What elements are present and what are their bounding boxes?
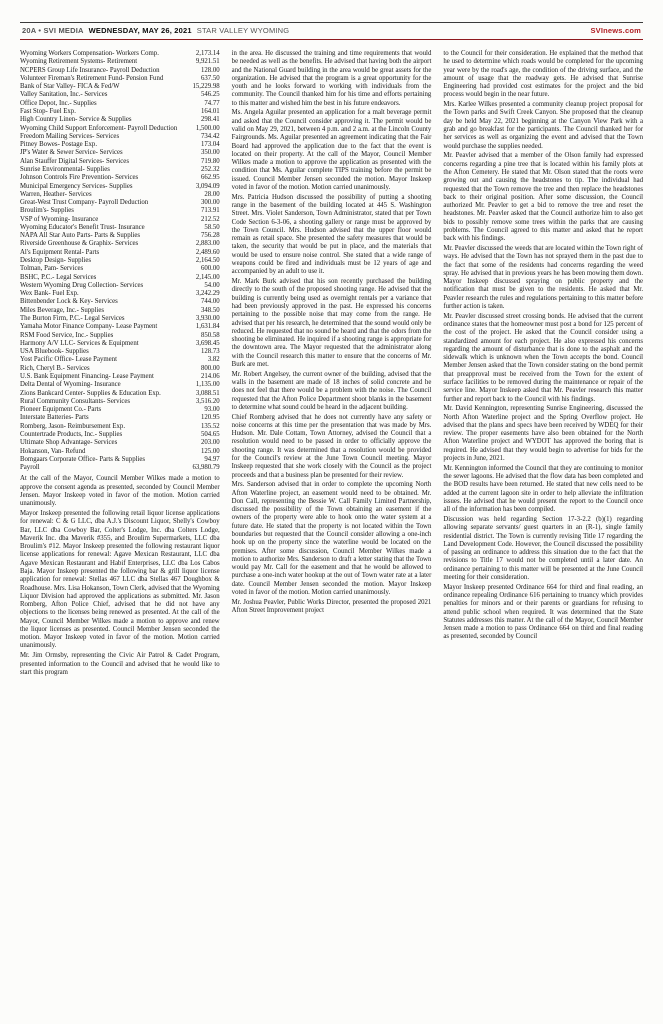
payee-name: Rural Community Consultants- Services [20, 397, 131, 405]
payee-name: The Burton Firm, P.C.- Legal Services [20, 315, 125, 322]
payment-amount: 300.00 [200, 199, 220, 207]
payee-name: Municipal Emergency Services- Supplies [20, 182, 133, 190]
column-2-paragraphs [232, 50, 432, 615]
minutes-paragraph: Mrs. Karlee Wilkes presented a community cleanup project proposal for the Town parks and Swift Creek Canyon. She proposed that the cleanup day be held May 22, 2021 beginning at the Canyon View Park with a grab and go breakfast for the participants. The Council thanked her for her services as well as organizing the event and advised that the Town would purchase the supplies needed. [443, 101, 644, 150]
payee-name: Wyoming Workers Compensation- Workers Comp. [20, 50, 159, 57]
minutes-paragraph: At the call of the Mayor, Council Member Wilkes made a motion to approve the consent agenda as presented, seconded by Council Member Jensen. Mayor Inskeep voted in favor of the motion. Motion carried unanimously. [20, 475, 220, 508]
minutes-paragraph: Mr. Peavler discussed the weeds that are located within the Town right of ways. He advised that the Town has not sprayed them in the past due to the fact that some of the residents had concerns regarding the weed spray. He advised that in previous years he has been mowing them down. Mayor Inskeep discussed spraying on public property and the notification that must be given to the residents. He asked that Mr. Peavler research the rules and regulations pertaining to this matter before further action is taken. [443, 244, 644, 310]
payment-amount: 173.04 [200, 141, 220, 149]
payment-amount: 1,500.00 [195, 124, 220, 132]
payment-amount: 135.52 [200, 422, 220, 430]
payment-amount: 850.58 [200, 331, 220, 339]
payment-row [20, 356, 220, 364]
payment-row [20, 224, 220, 232]
payee-name: Riverside Greenhouse & Graphix- Services [20, 240, 139, 248]
payment-amount: 3,088.51 [195, 389, 220, 397]
payee-name: Volunteer Fireman's Retirement Fund- Pension Fund [20, 74, 164, 82]
payment-amount: 1,631.84 [195, 323, 220, 331]
payment-row [20, 249, 220, 257]
payee-name: Desktop Design- Supplies [20, 257, 91, 265]
payment-row [20, 406, 220, 414]
payment-amount: 2,164.50 [195, 257, 220, 265]
payment-row [20, 83, 220, 91]
payee-name: Ultimate Shop Advantage- Services [20, 439, 118, 447]
column-3 [443, 50, 643, 679]
payee-name: Yamaha Motor Finance Company- Lease Payment [20, 323, 158, 331]
payment-amount: 164.01 [200, 107, 220, 115]
page-number-brand: 20A • SVI MEDIA [22, 26, 84, 35]
payee-name: U.S. Bank Equipment Financing- Lease Payment [20, 372, 154, 380]
payment-amount: 125.00 [200, 447, 220, 455]
payee-name: Bank of Star Valley- FICA & Fed/W [20, 83, 120, 91]
payment-row [20, 91, 220, 99]
payment-amount: 15,229.98 [192, 83, 220, 91]
payment-row [20, 141, 220, 149]
payee-name: Wyoming Retirement Systems- Retirement [20, 58, 138, 66]
payee-name: Delta Dental of Wyoming- Insurance [20, 381, 121, 389]
article-columns [20, 50, 643, 679]
payee-name: Broulim's- Supplies [20, 207, 74, 215]
payment-row [20, 199, 220, 207]
payee-name: Yost Pacific Office- Lease Payment [20, 356, 117, 364]
publication-location: STAR VALLEY WYOMING [196, 26, 290, 35]
minutes-paragraph: Mr. Joshua Peavler, Public Works Director, presented the proposed 2021 Afton Street Improvement project [231, 598, 432, 615]
payee-name: Bittenbender Lock & Key- Services [20, 298, 118, 306]
payment-amount: 600.00 [200, 265, 220, 273]
payee-name: Al's Equipment Rental- Parts [20, 248, 100, 256]
payment-amount: 350.00 [200, 149, 220, 157]
payment-row [20, 464, 220, 472]
payee-name: Miles Beverage, Inc.- Supplies [20, 306, 104, 314]
payment-row [20, 298, 220, 306]
payment-row [20, 174, 220, 182]
payment-row [20, 116, 220, 124]
payment-amount: 298.41 [200, 116, 220, 124]
minutes-paragraph: Mrs. Patricia Hudson discussed the possibility of putting a shooting range in the basement of the building located at 445 S. Washington Street. Mrs. Violet Sanderson, Town Administrator, stated that per Town Code Section 6-3-06, a shooting gallery or range must be approved by the Town Council. Mrs. Hudson advised that the upper floor would remain as retail space. She presented the safety measures that would be taken, the security that would be put in place, and the materials that would be used to ensure noise control. She stated that a wide range of weapons could be fired and individuals must be 12 years of age and accompanied by an adult to use it. [231, 193, 432, 276]
payee-name: Sunrise Environmental- Supplies [20, 165, 110, 173]
payment-amount: 3,242.29 [195, 290, 220, 298]
minutes-paragraph: in the area. He discussed the training and time requirements that would be needed as well as the benefits. He advised that having both the airport and the National Guard building in the area would be great assets for the organization. He advised that the program is a great opportunity for the youth and he looks forward to working with individuals from the community. The Council thanked him for his time and efforts pertaining to this matter and wished him the best in his future endeavors. [231, 50, 432, 107]
issue-date: WEDNESDAY, MAY 26, 2021 [88, 26, 192, 35]
payment-row [20, 75, 220, 83]
payment-amount: 120.95 [200, 414, 220, 422]
payment-amount: 3,698.45 [195, 339, 220, 347]
minutes-paragraph: Mr. Kennington informed the Council that they are continuing to monitor the sewer lagoons. He advised that the flow data has been completed and the BOD results have been returned. He stated that new cells need to be added at the current lagoon site in order to help alleviate the infiltration issues. He advised that he would present the report to the Council once all of the information has been compiled. [443, 464, 644, 514]
payment-amount: 734.42 [200, 132, 220, 140]
payment-row [20, 290, 220, 298]
payment-row [20, 67, 220, 75]
payee-name: NCPERS Group Life Insurance- Payroll Deduction [20, 66, 160, 74]
column-1-paragraphs [20, 475, 220, 677]
payment-row [20, 158, 220, 166]
payment-row [20, 274, 220, 282]
payment-row [20, 100, 220, 108]
payee-name: Warren, Heather- Services [20, 190, 92, 198]
payee-name: Payroll [20, 464, 40, 472]
payment-amount: 713.91 [200, 207, 220, 215]
minutes-paragraph: Mr. David Kennington, representing Sunrise Engineering, discussed the North Afton Waterline project and the Spring Overflow project. He advised that the plans and specs have been received by WDEQ for their review. The proper easements have also been obtained for the North Afton Waterline project and WYDOT has approved the boring that is required. He advised that they would begin to advertise for bids for the projects in June, 2021. [443, 405, 644, 462]
minutes-paragraph: Discussion was held regarding Section 17-3-2.2 (b)(1) regarding allowing separate servants/ guest quarters in an (R-1), single family residential district. The Town is currently revising Title 17 regarding the Land Development Code. However, the Council discussed the possibility of passing an ordinance to address this situation due to the fact that the revisions to Title 17 would not be completed until a later date. An ordinance pertaining to this matter will be presented at the June Council meeting for their consideration. [443, 515, 644, 581]
payment-amount: 3,930.00 [195, 315, 220, 322]
payment-row [20, 381, 220, 389]
payee-name: JP's Water & Sewer Service- Services [20, 149, 123, 157]
payment-row [20, 373, 220, 381]
payments-list [20, 50, 220, 472]
minutes-paragraph: to the Council for their consideration. He explained that the method that he used to determine which roads would be completed for the upcoming year were by the road's age, the condition of the driving surface, and the amount of usage that the roadway gets. He advised that Sunrise Engineering had provided cost estimates for the project and the bid process would begin in the near future. [443, 50, 644, 99]
payment-amount: 3,516.20 [195, 397, 220, 405]
payment-amount: 128.73 [200, 348, 220, 356]
payment-row [20, 265, 220, 273]
payment-amount: 2,173.14 [195, 50, 220, 57]
payment-amount: 756.28 [200, 232, 220, 240]
payment-row [20, 423, 220, 431]
minutes-paragraph: Mayor Inskeep presented Ordinance 664 for third and final reading, an ordinance repealing Ordinance 616 pertaining to truancy which provides penalties for minors and or their parents or guardians for refusing to attend public school when required. It was determined that the State Statutes addresses this matter. At the call of the Mayor, Council Member Jensen made a motion to pass Ordinance 664 on third and final reading as presented, seconded by Council [443, 583, 644, 641]
payee-name: Freedom Mailing Services- Services [20, 132, 120, 140]
payee-name: Pioneer Equipment Co.- Parts [20, 406, 102, 414]
payee-name: VSP of Wyoming- Insurance [20, 215, 99, 223]
payment-amount: 3,094.09 [195, 182, 220, 190]
payee-name: Pitney Bowes- Postage Exp. [20, 141, 98, 149]
payee-name: USA Bluebook- Supplies [20, 348, 89, 356]
payee-name: Alan Stauffer Digital Services- Services [20, 157, 129, 165]
payee-name: Bomgaars Corporate Office- Parts & Supplies [20, 455, 146, 463]
payee-name: Rich, Cheryl B.- Services [20, 364, 90, 372]
payee-name: Western Wyoming Drug Collection- Services [20, 281, 144, 289]
payment-row [20, 365, 220, 373]
payment-amount: 203.00 [200, 439, 220, 447]
minutes-paragraph: Mr. Mark Burk advised that his son recently purchased the building directly to the south of the proposed shooting range. He advised that the building is currently being used as overnight rentals per a variance that had been previously approved in the past. He expressed his concerns pertaining to the possible noise that may come from the range. He advised that per his research, he determined that the sound would only be reduced. He requested that no sound be heard and that the odors from the shooting be eliminated. He inquired if a shooting range is appropriate for the downtown area. The Mayor requested that the administrator along with the Council research this matter to ensure that the concerns of Mr. Burk are met. [231, 278, 432, 368]
payee-name: Tolman, Pam- Services [20, 265, 84, 273]
payment-amount: 662.95 [200, 174, 220, 182]
payment-row [20, 340, 220, 348]
payee-name: Wyoming Educator's Benefit Trust- Insurance [20, 223, 145, 231]
payment-amount: 348.50 [200, 306, 220, 314]
payment-row [20, 414, 220, 422]
payment-row [20, 390, 220, 398]
payment-row [20, 315, 220, 323]
minutes-paragraph: Mr. Peavler discussed street crossing bonds. He advised that the current ordinance states that the homeowner must post a bond for 125 percent of the cost of the project. He asked that the Council consider using a standardized amount for each project. He also expressed his concerns regarding the amount of disturbance that is done to the asphalt and the sidewalk which is unknown when the Town accepts the bond. Council Member Jensen asked that the Town consider stating on the bond permit that preapproval must be received from the Town for the extent of surface facilities to be removed during the maintenance or repair of the service line. Mayor Inskeep asked that Mr. Peavler research this matter further and report back to the Council with his findings. [443, 312, 644, 403]
payment-amount: 28.00 [204, 190, 220, 198]
minutes-paragraph: Mrs. Sanderson advised that in order to complete the upcoming North Afton Waterline project, an easement would need to be obtained. Mr. Don Call, representing the Bessie W. Call Family Limited Partnership, discussed the possibility of the Town obtaining an easement if the owners of the property were able to hook onto the water system at a future date. He stated that the property is not located within the Town boundaries but requested that the Council consider allowing a one-inch hook up on the property since the waterline would be located on the premises. After some discussion, Council Member Wilkes made a motion to authorize Mrs. Sanderson to draft a letter stating that the Town would pay Mr. Call for the easement and that he would be allowed to purchase a one-inch water hookup at the out of Town water rate at a later date. Council Member Jensen seconded the motion. Mayor Inskeep voted in favor of the motion. Motion carried unanimously. [231, 481, 432, 596]
minutes-paragraph: Ms. Angela Aguilar presented an application for a malt beverage permit and asked that the Council consider approving it. The permit would be valid on May 29, 2021, between 4 p.m. and 2 a.m. at the Lincoln County Fairgrounds. Ms. Aguilar presented an agreement indicating that the Fair Board had approved the application due to the fact that the event is located on their property. At the call of the Mayor, Council Member Wilkes made a motion to approve the application as presented with the condition that Ms. Aguilar complete TIPS training before the permit be issued. Council Member Jensen seconded the motion. Mayor Inskeep voted in favor of the motion. Motion carried unanimously. [231, 109, 432, 191]
payee-name: Great-West Trust Company- Payroll Deduction [20, 199, 149, 207]
payment-row [20, 456, 220, 464]
payee-name: Hokanson, Van- Refund [20, 447, 86, 455]
payee-name: Wex Bank- Fuel Exp. [20, 290, 79, 298]
payment-amount: 9,921.51 [195, 58, 220, 66]
payment-row [20, 439, 220, 447]
payment-row [20, 216, 220, 224]
payment-amount: 212.52 [200, 215, 220, 223]
payment-row [20, 240, 220, 248]
payment-row [20, 50, 220, 58]
payment-amount: 2,489.60 [195, 248, 220, 256]
payee-name: RSM Food Service, Inc.- Supplies [20, 331, 114, 339]
payment-row [20, 58, 220, 66]
payment-row [20, 133, 220, 141]
payment-row [20, 207, 220, 215]
payment-row [20, 282, 220, 290]
payment-row [20, 232, 220, 240]
payment-amount: 1,135.00 [195, 381, 220, 389]
payment-amount: 94.97 [204, 455, 220, 463]
payee-name: Office Depot, Inc.- Supplies [20, 99, 97, 107]
payee-name: NAPA All Star Auto Parts- Parts & Supplies [20, 232, 141, 240]
column-2 [232, 50, 432, 679]
payment-row [20, 348, 220, 356]
payment-row [20, 257, 220, 265]
payment-amount: 63,980.79 [192, 464, 220, 472]
payment-amount: 800.00 [200, 364, 220, 372]
payee-name: BSHC, P.C.- Legal Services [20, 273, 97, 281]
payment-amount: 58.50 [204, 223, 220, 231]
payment-amount: 504.65 [200, 430, 220, 438]
minutes-paragraph: Chief Romberg advised that he does not currently have any safety or noise concerns at this time per the presentation that was made by Mrs. Hudson. Mr. Dale Cottam, Town Attorney, advised the Council that a resolution would need to be passed in order to officially approve the shooting range. It was determined that a resolution would be provided for the Council's review at the June Town Council meeting. Mayor Inskeep requested that she work closely with the Council as the project proceeds and that a business plan be presented for their review. [231, 413, 432, 479]
payment-amount: 54.00 [204, 281, 220, 289]
payment-amount: 93.00 [204, 406, 220, 414]
payment-row [20, 149, 220, 157]
payment-row [20, 323, 220, 331]
payment-amount: 3.82 [207, 356, 220, 364]
payee-name: Interstate Batteries- Parts [20, 414, 89, 422]
payment-row [20, 166, 220, 174]
column-3-paragraphs [443, 50, 643, 642]
payment-amount: 214.06 [200, 372, 220, 380]
masthead [20, 22, 643, 40]
payment-row [20, 307, 220, 315]
payment-amount: 2,883.00 [195, 240, 220, 248]
payee-name: Zions Bankcard Center- Supplies & Education Exp. [20, 389, 161, 397]
payment-row [20, 191, 220, 199]
payment-amount: 546.25 [200, 91, 220, 99]
payment-row [20, 183, 220, 191]
payee-name: Harmony A/V LLC- Services & Equipment [20, 339, 139, 347]
payment-amount: 128.00 [200, 66, 220, 74]
payment-amount: 637.50 [200, 74, 220, 82]
masthead-left [22, 26, 289, 35]
payment-row [20, 431, 220, 439]
payee-name: Wyoming Child Support Enforcement- Payroll Deduction [20, 124, 178, 132]
payee-name: Valley Sanitation, Inc.- Services [20, 91, 108, 99]
website-text: SVInews.com [590, 26, 641, 35]
payment-amount: 252.32 [200, 165, 220, 173]
payment-amount: 2,145.00 [195, 273, 220, 281]
payee-name: Countertrade Products, Inc.- Supplies [20, 430, 123, 438]
payment-row [20, 108, 220, 116]
minutes-paragraph: Mr. Robert Angelsey, the current owner of the building, advised that the walls in the basement are made of 18 inches of solid concrete and he does not feel that there would be a problem with the noise. The Council requested that the Afton Police Department shoot blanks in the basement to determine what sound could be heard in the adjacent building. [231, 370, 432, 411]
payment-amount: 744.00 [200, 298, 220, 306]
payment-row [20, 125, 220, 133]
payment-row [20, 398, 220, 406]
payee-name: Johnson Controls Fire Prevention- Services [20, 174, 139, 182]
payment-row [20, 448, 220, 456]
payment-amount: 74.77 [204, 99, 220, 107]
payee-name: Fast Stop- Fuel Exp. [20, 107, 76, 115]
payee-name: Romberg, Jason- Reimbursement Exp. [20, 422, 126, 430]
column-1 [20, 50, 220, 679]
payment-row [20, 332, 220, 340]
minutes-paragraph: Mr. Jim Ormsby, representing the Civic Air Patrol & Cadet Program, presented information to the Council and advised that he would like to start this program [20, 652, 220, 676]
minutes-paragraph: Mayor Inskeep presented the following retail liquor license applications for renewal: C & G LLC, dba A.J.'s Discount Liquor, Shelly's Cowboy Bar, LLC dba Cowboy Bar, Colter's Lodge, Inc. dba Colters Lodge, Maverik Inc. dba Maverik #355, and Broulim Supermarkets, LLC dba Broulim's #12. Mayor Inskeep presented the following restaurant liquor license applications for renewal: Agave Mexican Restaurant, LLC dba Agave Mexican Restaurant and Habif Enterprises, LLC dba Los Cabos Baja. Mayor Inskeep presented the following bar & grill liquor license application for renewal: Stellas 467 LLC dba Stellas 467 Doughbox & Roadhouse. Mrs. Lisa Hokanson, Town Clerk, advised that the Wyoming Liquor Division had approved the applications as submitted. Mr. Jason Romberg, Afton Police Chief, advised that he did not have any objections to the licenses being renewed as presented. At the call of the Mayor, Council Member Wilkes made a motion to approve and renew the liquor licenses as presented. Council Member Jensen seconded the motion. Mayor Inskeep voted in favor of the motion. Motion carried unanimously. [20, 509, 220, 650]
minutes-paragraph: Mr. Peavler advised that a member of the Olson family had expressed concerns regarding a pine tree that is located within his family plots at the Afton Cemetery. He stated that Mr. Olson stated that the roots were growing out and causing the headstones to tip. The individual had requested that the Town remove the tree and then replace the headstones back to their original position. After some discussion, the Council authorized Mr. Peavler to get a bid to remove the tree and reset the headstones. Mr. Peavler asked that the Council authorize him to also get bids to possibly remove some trees within the parks that are causing problems. The Council agreed to this matter and asked that he report back with his findings. [443, 152, 644, 243]
payee-name: High Country Linen- Service & Supplies [20, 116, 132, 124]
payment-amount: 719.80 [200, 157, 220, 165]
